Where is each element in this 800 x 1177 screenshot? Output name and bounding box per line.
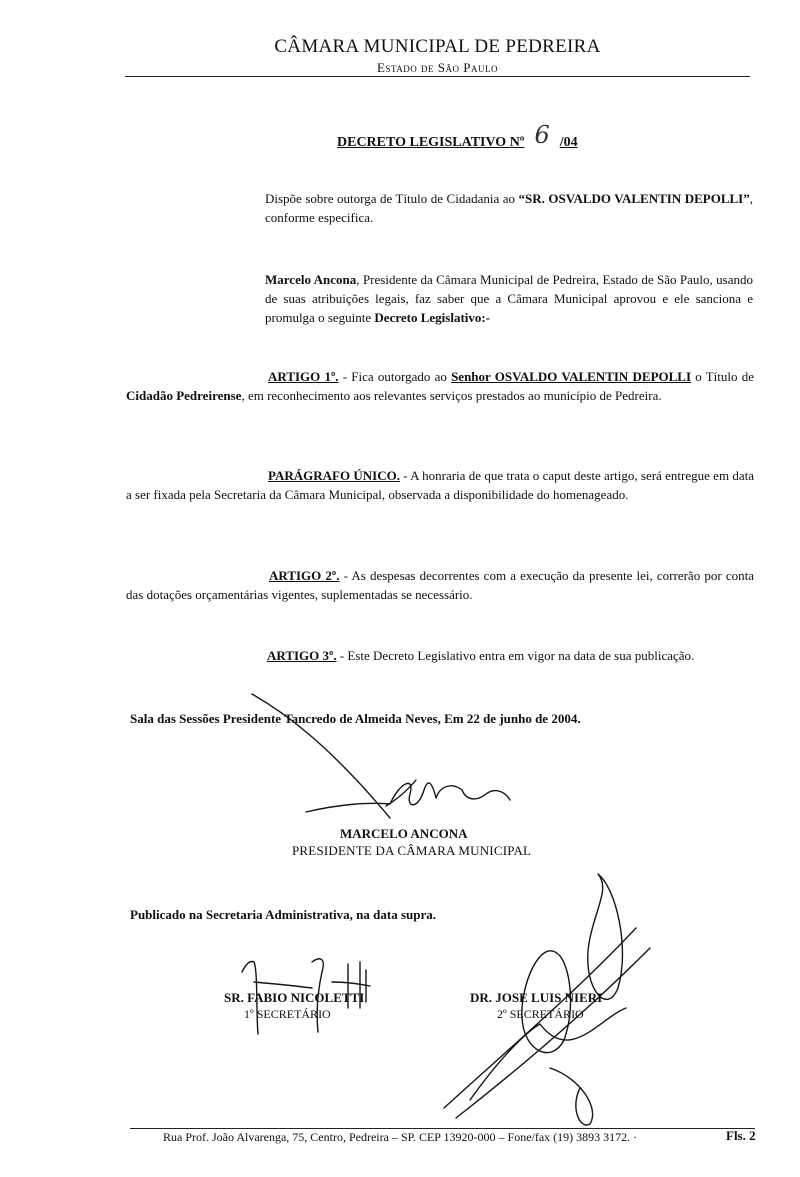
president-signature-mark (240, 690, 540, 830)
footer-divider (130, 1128, 755, 1129)
article-3-text: - Este Decreto Legislativo entra em vigor na data de sua publicação. (336, 648, 695, 663)
president-name: MARCELO ANCONA (340, 826, 468, 841)
article-3 (126, 646, 754, 665)
header-subtitle: Estado de São Paulo (377, 60, 498, 75)
published-line: Publicado na Secretaria Administrativa, na data supra. (130, 907, 437, 922)
article-1-title: Cidadão Pedreirense (126, 388, 242, 403)
paragraph-unico-label: PARÁGRAFO ÚNICO. (268, 468, 400, 483)
preamble-president: Marcelo Ancona (265, 272, 357, 287)
article-1-text-b: o Título de (691, 369, 754, 384)
secretary-1-role: 1º SECRETÁRIO (244, 1007, 331, 1021)
preamble-paragraph (265, 270, 753, 327)
article-2 (126, 566, 754, 604)
paragraph-unico (126, 466, 754, 504)
decree-number: 6 (534, 121, 550, 149)
article-2-text: - As despesas decorrentes com a execução da presente lei, correrão por conta das dotações orçamentárias vigentes, suplementadas se necessário. (126, 568, 754, 602)
president-role: PRESIDENTE DA CÂMARA MUNICIPAL (292, 843, 532, 858)
article-1-label: ARTIGO 1º. (268, 369, 339, 384)
decree-year: /04 (559, 135, 578, 150)
header-title: CÂMARA MUNICIPAL DE PEDREIRA (274, 36, 601, 57)
session-line: Sala das Sessões Presidente Tancredo de Almeida Neves, Em 22 de junho de 2004. (130, 711, 581, 726)
ementa-tail: , conforme especifica. (265, 191, 753, 225)
secretary-2-role: 2º SECRETÁRIO (497, 1007, 584, 1021)
article-3-label: ARTIGO 3º. (267, 648, 337, 663)
article-1 (126, 367, 754, 405)
sheet-number: Fls. 2 (726, 1128, 756, 1143)
article-1-text-c: , em reconhecimento aos relevantes serviços prestados ao município de Pedreira. (241, 388, 662, 403)
article-1-honoree: Senhor OSVALDO VALENTIN DEPOLLI (451, 369, 692, 384)
ementa-paragraph (265, 189, 753, 227)
ementa-text: Dispõe sobre outorga de Título de Cidadania ao (265, 191, 519, 206)
article-1-text-a: - Fica outorgado ao (338, 369, 452, 384)
article-2-label: ARTIGO 2º. (269, 568, 340, 583)
decree-label: DECRETO LEGISLATIVO Nº (337, 135, 525, 150)
secretary-2-name: DR. JOSE LUIS NIERI (470, 990, 603, 1005)
footer-address: Rua Prof. João Alvarenga, 75, Centro, Pedreira – SP. CEP 13920-000 – Fone/fax (19) 3893 3172. · (163, 1130, 638, 1144)
paragraph-unico-text: - A honraria de que trata o caput deste artigo, será entregue em data a ser fixada pela Secretaria da Câmara Municipal, observada a disponibilidade do homenageado. (126, 468, 754, 502)
header-divider (125, 76, 750, 77)
decree-title (337, 121, 578, 152)
ementa-honoree: “SR. OSVALDO VALENTIN DEPOLLI” (518, 191, 750, 206)
secretary-1-name: SR. FABIO NICOLETTI (224, 990, 365, 1005)
preamble-decree-ref: Decreto Legislativo:- (374, 310, 491, 325)
preamble-text: , Presidente da Câmara Municipal de Pedreira, Estado de São Paulo, usando de suas atribuições legais, faz saber que a Câmara Municipal aprovou e ele sanciona e promulga o seguinte (265, 272, 754, 325)
